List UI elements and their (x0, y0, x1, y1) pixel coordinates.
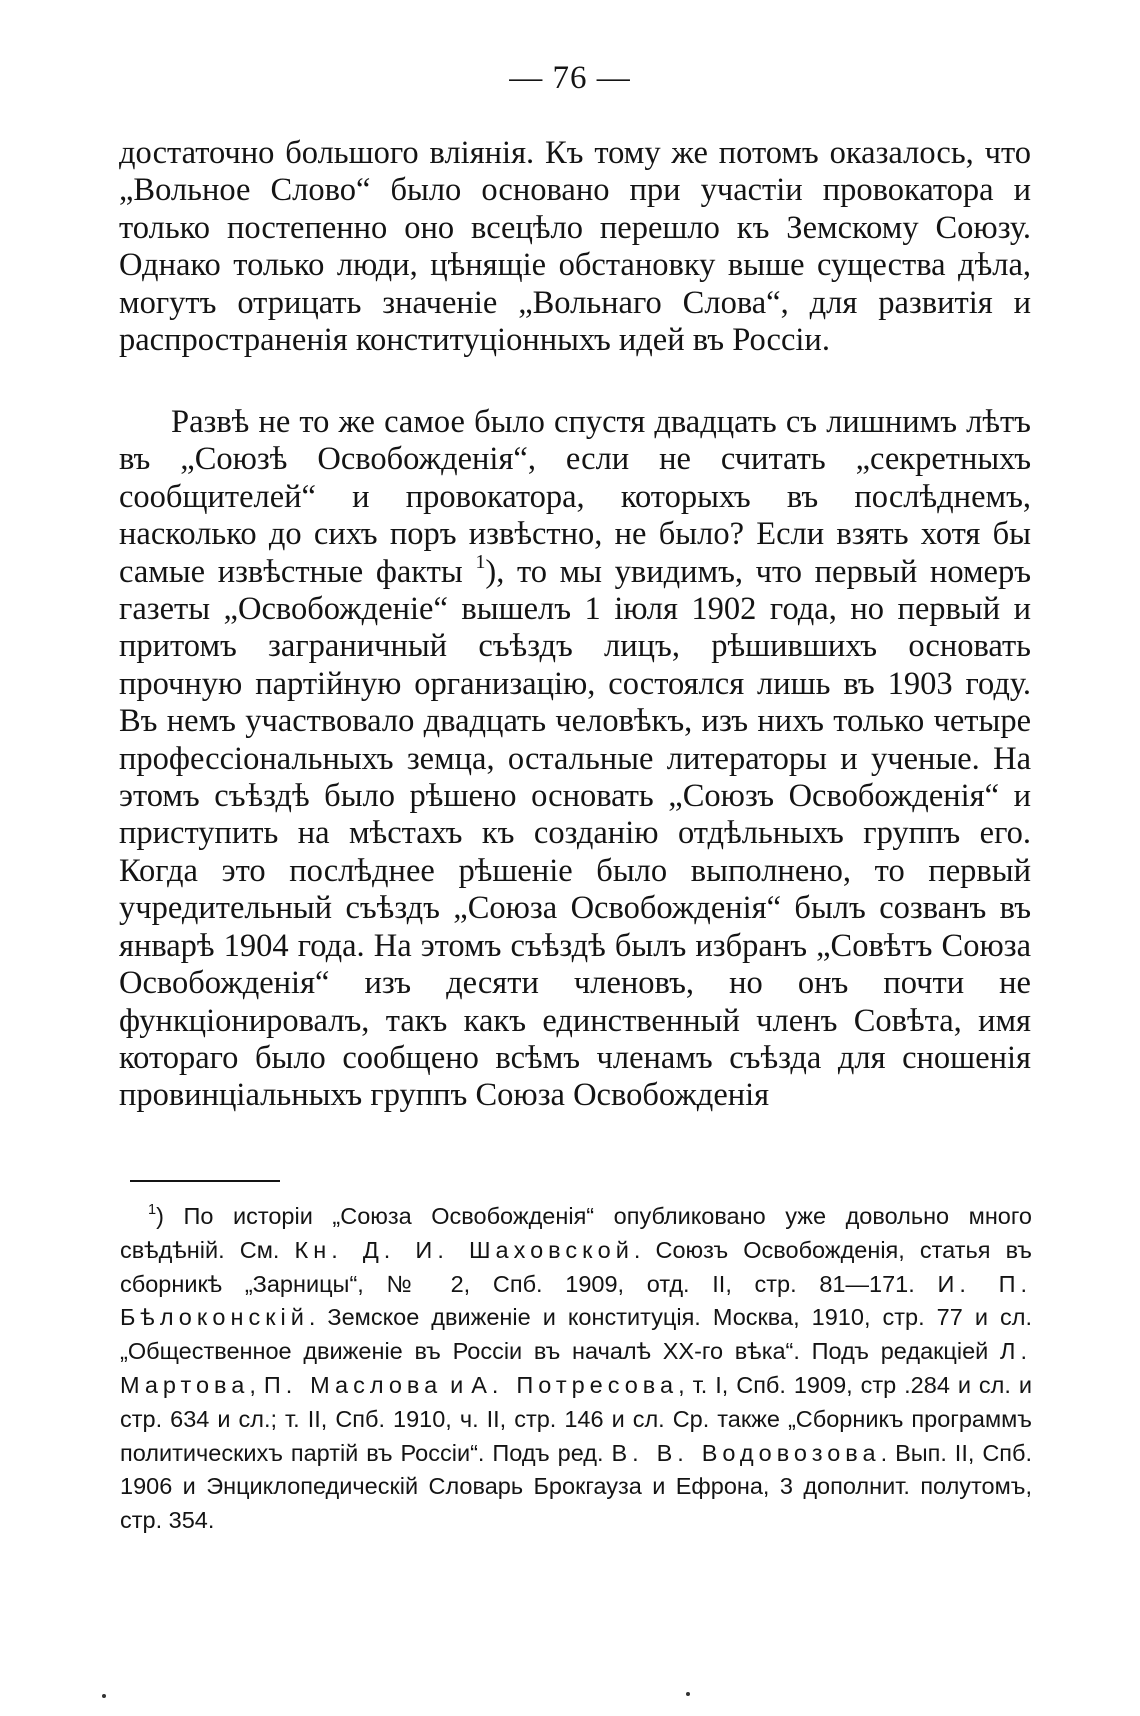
footnote-text: . Земское движеніе и конституція. Москва, 1910, стр. 77 и сл. „Общественное движеніе въ Россіи въ началѣ XX-го вѣка“. Подъ редакціей (120, 1304, 1032, 1365)
footnote-author: П. Маслова (263, 1371, 443, 1398)
footnote-author: И. П. Бѣлоконскій (120, 1270, 1032, 1331)
paragraph-2-text-after-note: ), то мы увидимъ, что первый номеръ газеты „Освобожденіе“ вышелъ 1 іюля 1902 года, но первый и притомъ заграничный съѣздъ лицъ, рѣшившихъ основать прочную партійную организацію, состоялся лишь въ 1903 году. Въ немъ участвовало двадцать человѣкъ, изъ нихъ только четыре профессіональныхъ земца, остальные литераторы и ученые. На этомъ съѣздѣ было рѣшено основать „Союзъ Освобожденія“ и приступить на мѣстахъ къ созданію отдѣльныхъ группъ его. Когда это послѣднее рѣшеніе было выполнено, то первый учредительный съѣздъ „Союза Освобожденія“ былъ созванъ въ январѣ 1904 года. На этомъ съѣздѣ былъ избранъ „Совѣтъ Союза Освобожденія“ изъ десяти членовъ, но онъ почти не функціонировалъ, такъ какъ единственный членъ Совѣта, имя котораго было сообщено всѣмъ членамъ съѣзда для сношенія провинціальныхъ группъ Союза Освобожденія (119, 553, 1031, 1114)
footnote-author: В. В. Водовозова (611, 1439, 881, 1466)
scan-speck (686, 1692, 690, 1696)
footnote-text: , (249, 1371, 264, 1398)
paragraph-2 (119, 404, 1031, 1115)
footnote-author: Кн. Д. И. Шаховской (294, 1236, 634, 1263)
paragraph-1: достаточно большого вліянія. Къ тому же потомъ оказалось, что „Вольное Слово“ было основано при участіи провокатора и только постепенно оно всецѣло перешло къ Земскому Союзу. Однако только люди, цѣнящіе обстановку выше существа дѣла, могутъ отрицать значеніе „Вольнаго Слова“, для развитія и распространенія конституціонныхъ идей въ Россіи. (119, 135, 1031, 359)
page-number: — 76 — (509, 60, 631, 96)
footnote-marker: 1 (148, 1201, 157, 1218)
footnote-text: . Вып. II, Спб. 1906 и Энциклопедическій Словарь Брокгауза и Ефрона, 3 дополнит. полутомъ, стр. 354. (120, 1439, 1033, 1534)
footnote-author: Л. Мартова (120, 1338, 1032, 1398)
scan-speck (102, 1694, 106, 1698)
footnote (120, 1200, 1032, 1538)
footnote-author: А. Потресова (471, 1371, 679, 1398)
footnote-text: , т. I, Спб. 1909, стр .284 и сл. и стр. 634 и сл.; т. II, Спб. 1910, ч. II, стр. 146 и сл. Ср. также „Сборникъ программъ политическихъ партій въ Россіи“. Подъ ред. (120, 1371, 1032, 1466)
footnote-text: ) По исторіи „Союза Освобожденія“ опубликовано уже довольно много свѣдѣній. См. (120, 1203, 1032, 1263)
footnote-text: . Союзъ Освобожденія, статья въ сборникѣ „Зарницы“, № 2, Спб. 1909, отд. II, стр. 81—171. (120, 1236, 1032, 1297)
footnote-text: и (442, 1371, 472, 1398)
footnote-reference: 1 (475, 550, 486, 573)
footnote-separator (130, 1180, 280, 1182)
paragraph-2-text-before-note: Развѣ не то же самое было спустя двадцать съ лишнимъ лѣтъ въ „Союзѣ Освобожденія“, если не считать „секретныхъ сообщителей“ и провокатора, которыхъ въ послѣднемъ, насколько до сихъ поръ извѣстно, не было? Если взять хотя бы самые извѣстные факты (119, 404, 1031, 590)
